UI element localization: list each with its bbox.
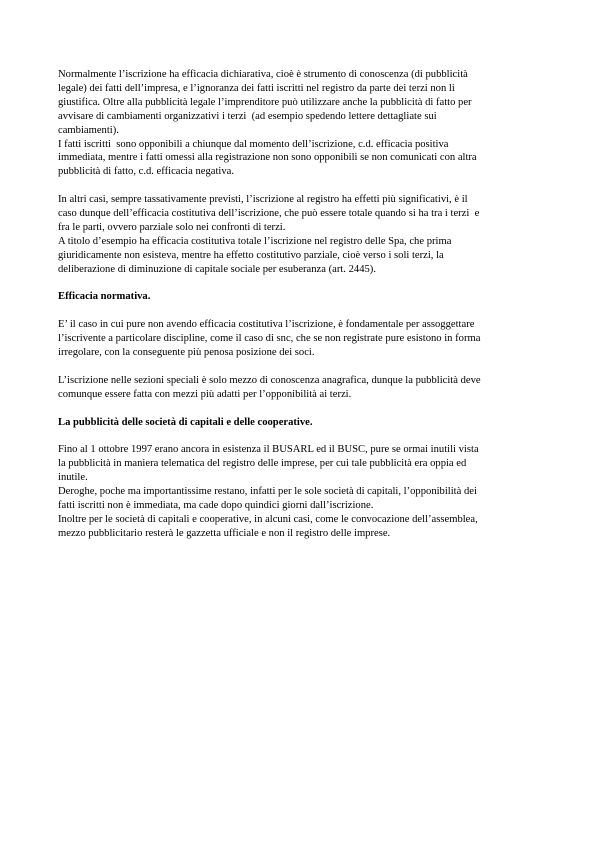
paragraph-spacer [58, 179, 540, 193]
text-line: immediata, mentre i fatti omessi alla registrazione non sono opponibili se non comunicati con altra [58, 152, 477, 164]
paragraph-efficacia-costitutiva [58, 193, 540, 276]
paragraph-spacer [58, 360, 540, 374]
text-line: In altri casi, sempre tassativamente previsti, l’iscrizione al registro ha effetti più significativi, è il [58, 194, 468, 206]
text-line: E’ il caso in cui pure non avendo efficacia costitutiva l’iscrizione, è fondamentale per assoggettare [58, 319, 475, 331]
text-line: Deroghe, poche ma importantissime restano, infatti per le sole società di capitali, l’opponibilità dei [58, 486, 477, 498]
paragraph-iscrizione-dichiarativa [58, 68, 540, 179]
section-heading-pubblicita-societa: La pubblicità delle società di capitali e delle cooperative. [58, 416, 313, 428]
text-line: caso dunque dell’efficacia costitutiva dell’iscrizione, che può essere totale quando si ha tra i terzi e [58, 208, 480, 220]
text-line: fra le parti, ovvero parziale solo nei confronti di terzi. [58, 221, 286, 233]
paragraph-sezioni-speciali [58, 374, 540, 402]
text-line: legale) dei fatti dell’impresa, e l’ignoranza dei fatti iscritti nel registro da parte dei terzi non li [58, 82, 455, 94]
text-line: giuridicamente non esisteva, mentre ha effetto costitutivo parziale, cioè verso i soli terzi, la [58, 249, 444, 261]
section-heading-efficacia-normativa: Efficacia normativa. [58, 291, 151, 303]
text-line: comunque essere fatta con mezzi più adatti per l’opponibilità ai terzi. [58, 388, 352, 400]
text-line: giustifica. Oltre alla pubblicità legale l’imprenditore può utilizzare anche la pubblicità di fatto per [58, 96, 472, 108]
paragraph-busarl-busc [58, 443, 540, 540]
paragraph-efficacia-normativa [58, 318, 540, 360]
text-line: Normalmente l’iscrizione ha efficacia dichiarativa, cioè è strumento di conoscenza (di pubblicità [58, 69, 468, 80]
text-line: fatti iscritti non è immediata, ma cade dopo quindici giorni dall’iscrizione. [58, 500, 374, 511]
text-line: irregolare, con la conseguente più penosa posizione dei soci. [58, 347, 315, 359]
text-line: mezzo pubblicitario resterà le gazzetta ufficiale e non il registro delle imprese. [58, 527, 391, 539]
text-line: avvisare di cambiamenti organizzativi i terzi (ad esempio spedendo lettere dettagliate sui [58, 110, 437, 122]
text-line: cambiamenti). [58, 124, 119, 136]
paragraph-spacer [58, 304, 540, 318]
text-line: L’iscrizione nelle sezioni speciali è solo mezzo di conoscenza anagrafica, dunque la pubblicità deve [58, 374, 481, 386]
text-line: pubblicità di fatto, c.d. efficacia negativa. [58, 166, 234, 178]
text-line: I fatti iscritti sono opponibili a chiunque dal momento dell’iscrizione, c.d. efficacia positiva [58, 138, 449, 150]
paragraph-spacer [58, 402, 540, 416]
text-line: l’iscrivente a particolare discipline, come il caso di snc, che se non registrate pure esistono in forma [58, 333, 481, 345]
text-line: Inoltre per le società di capitali e cooperative, in alcuni casi, come le convocazione dell’assemblea, [58, 513, 478, 525]
text-line: Fino al 1 ottobre 1997 erano ancora in esistenza il BUSARL ed il BUSC, pure se ormai inutili vista [58, 444, 479, 456]
text-line: deliberazione di diminuzione di capitale sociale per esuberanza (art. 2445). [58, 263, 376, 275]
document-page [58, 68, 540, 541]
paragraph-spacer [58, 277, 540, 291]
paragraph-spacer [58, 429, 540, 443]
text-line: A titolo d’esempio ha efficacia costitutiva totale l’iscrizione nel registro delle Spa, che prima [58, 235, 452, 247]
text-line: la pubblicità in maniera telematica del registro delle imprese, per cui tale pubblicità era oppia ed [58, 458, 467, 470]
text-line: inutile. [58, 472, 88, 484]
